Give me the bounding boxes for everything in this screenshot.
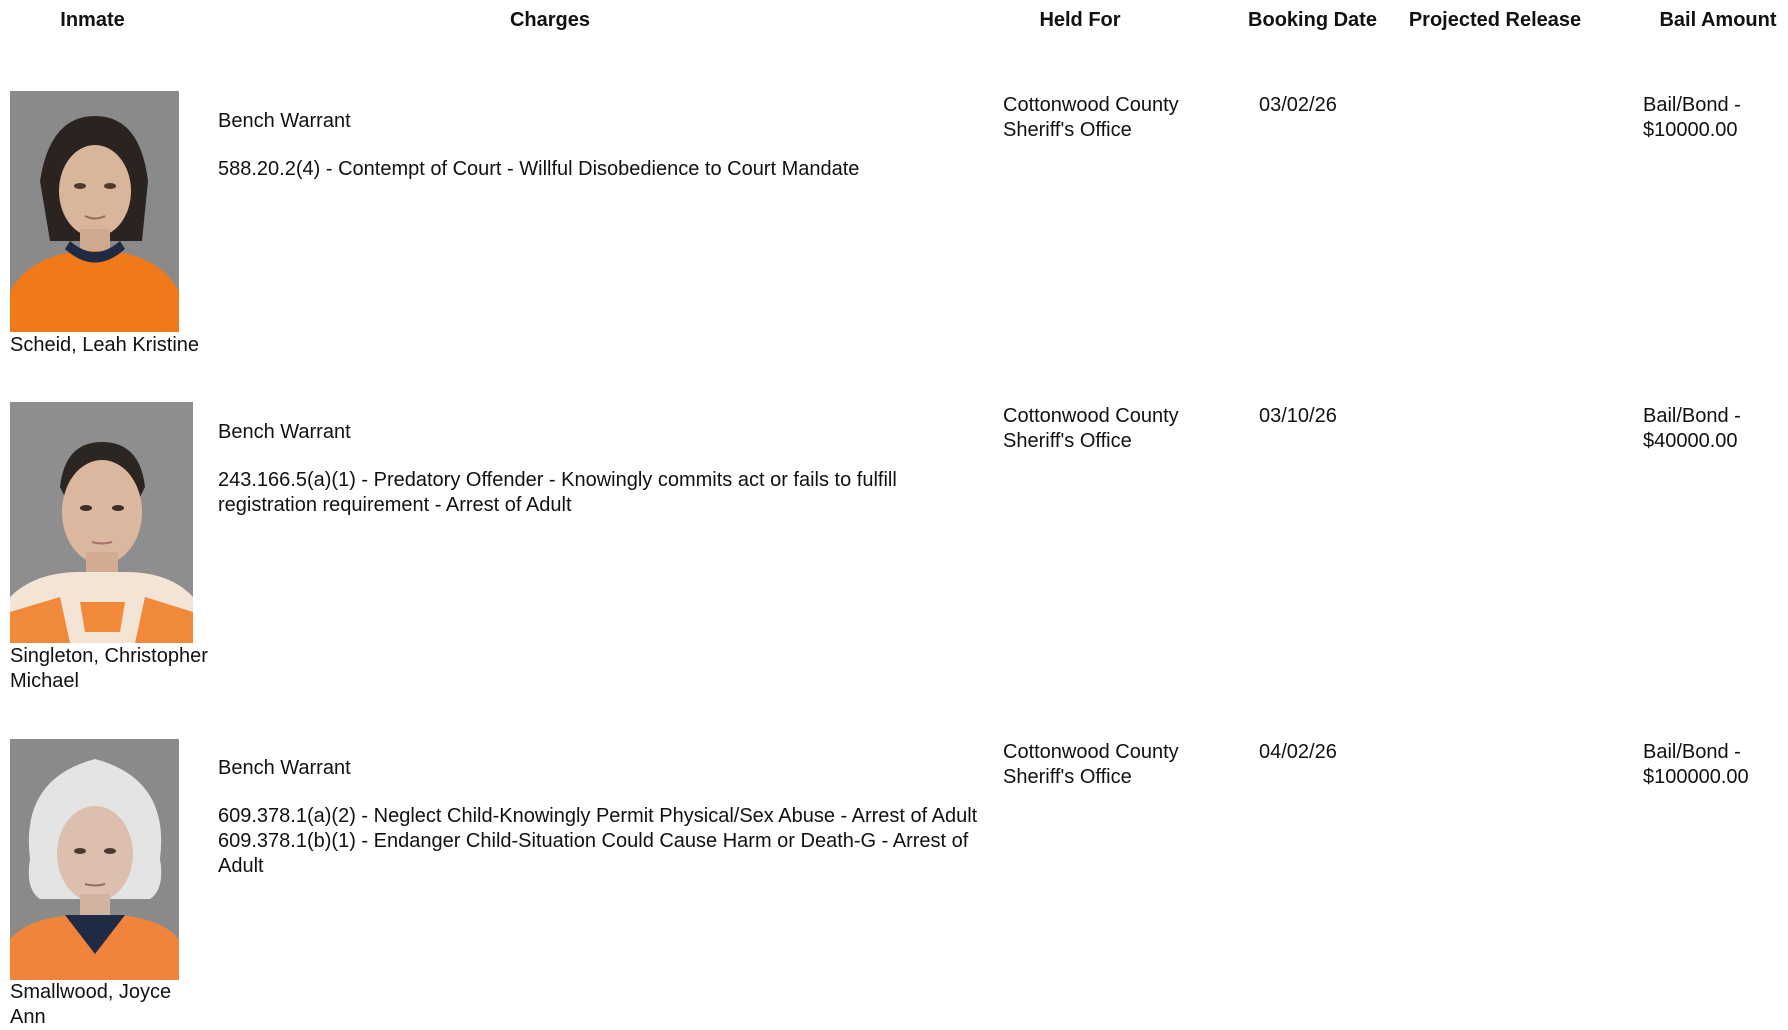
column-header-inmate: Inmate — [60, 9, 125, 31]
inmate-name[interactable]: Singleton, Christopher Michael — [10, 645, 208, 692]
charge-item: 609.378.1(b)(1) - Endanger Child-Situation Could Cause Harm or Death-G - Arrest of Adult — [218, 830, 969, 877]
charge-item: 588.20.2(4) - Contempt of Court - Willful Disobedience to Court Mandate — [218, 158, 860, 180]
held-for: Cottonwood County Sheriff's Office — [1003, 405, 1179, 452]
booking-date: 03/10/26 — [1259, 405, 1337, 427]
inmate-photo[interactable] — [10, 739, 179, 980]
column-header-booking-date: Booking Date — [1248, 9, 1377, 31]
charge-list — [218, 157, 998, 182]
charge-title: Bench Warrant — [218, 421, 351, 443]
bail-amount: Bail/Bond - $100000.00 — [1643, 741, 1749, 788]
bail-amount: Bail/Bond - $40000.00 — [1643, 405, 1741, 452]
column-header-held-for: Held For — [1039, 9, 1121, 31]
charge-title: Bench Warrant — [218, 110, 351, 132]
inmate-photo[interactable] — [10, 91, 179, 332]
charge-item: 243.166.5(a)(1) - Predatory Offender - Knowingly commits act or fails to fulfill registration requirement - Arrest of Adult — [218, 469, 897, 516]
charge-title: Bench Warrant — [218, 757, 351, 779]
booking-date: 04/02/26 — [1259, 741, 1337, 763]
inmate-name[interactable]: Smallwood, Joyce Ann — [10, 981, 172, 1028]
bail-amount: Bail/Bond - $10000.00 — [1643, 94, 1741, 141]
column-header-charges: Charges — [509, 9, 591, 31]
charge-list — [218, 468, 998, 518]
column-header-bail-amount: Bail Amount — [1659, 9, 1777, 31]
charge-item: 609.378.1(a)(2) - Neglect Child-Knowingly Permit Physical/Sex Abuse - Arrest of Adult — [218, 805, 978, 827]
inmate-name[interactable]: Scheid, Leah Kristine — [10, 334, 200, 356]
column-header-projected-release: Projected Release — [1408, 9, 1582, 31]
inmate-photo[interactable] — [10, 402, 193, 643]
table-row — [0, 0, 1788, 1]
charge-list — [218, 804, 998, 879]
booking-date: 03/02/26 — [1259, 94, 1337, 116]
held-for: Cottonwood County Sheriff's Office — [1003, 741, 1179, 788]
held-for: Cottonwood County Sheriff's Office — [1003, 94, 1179, 141]
